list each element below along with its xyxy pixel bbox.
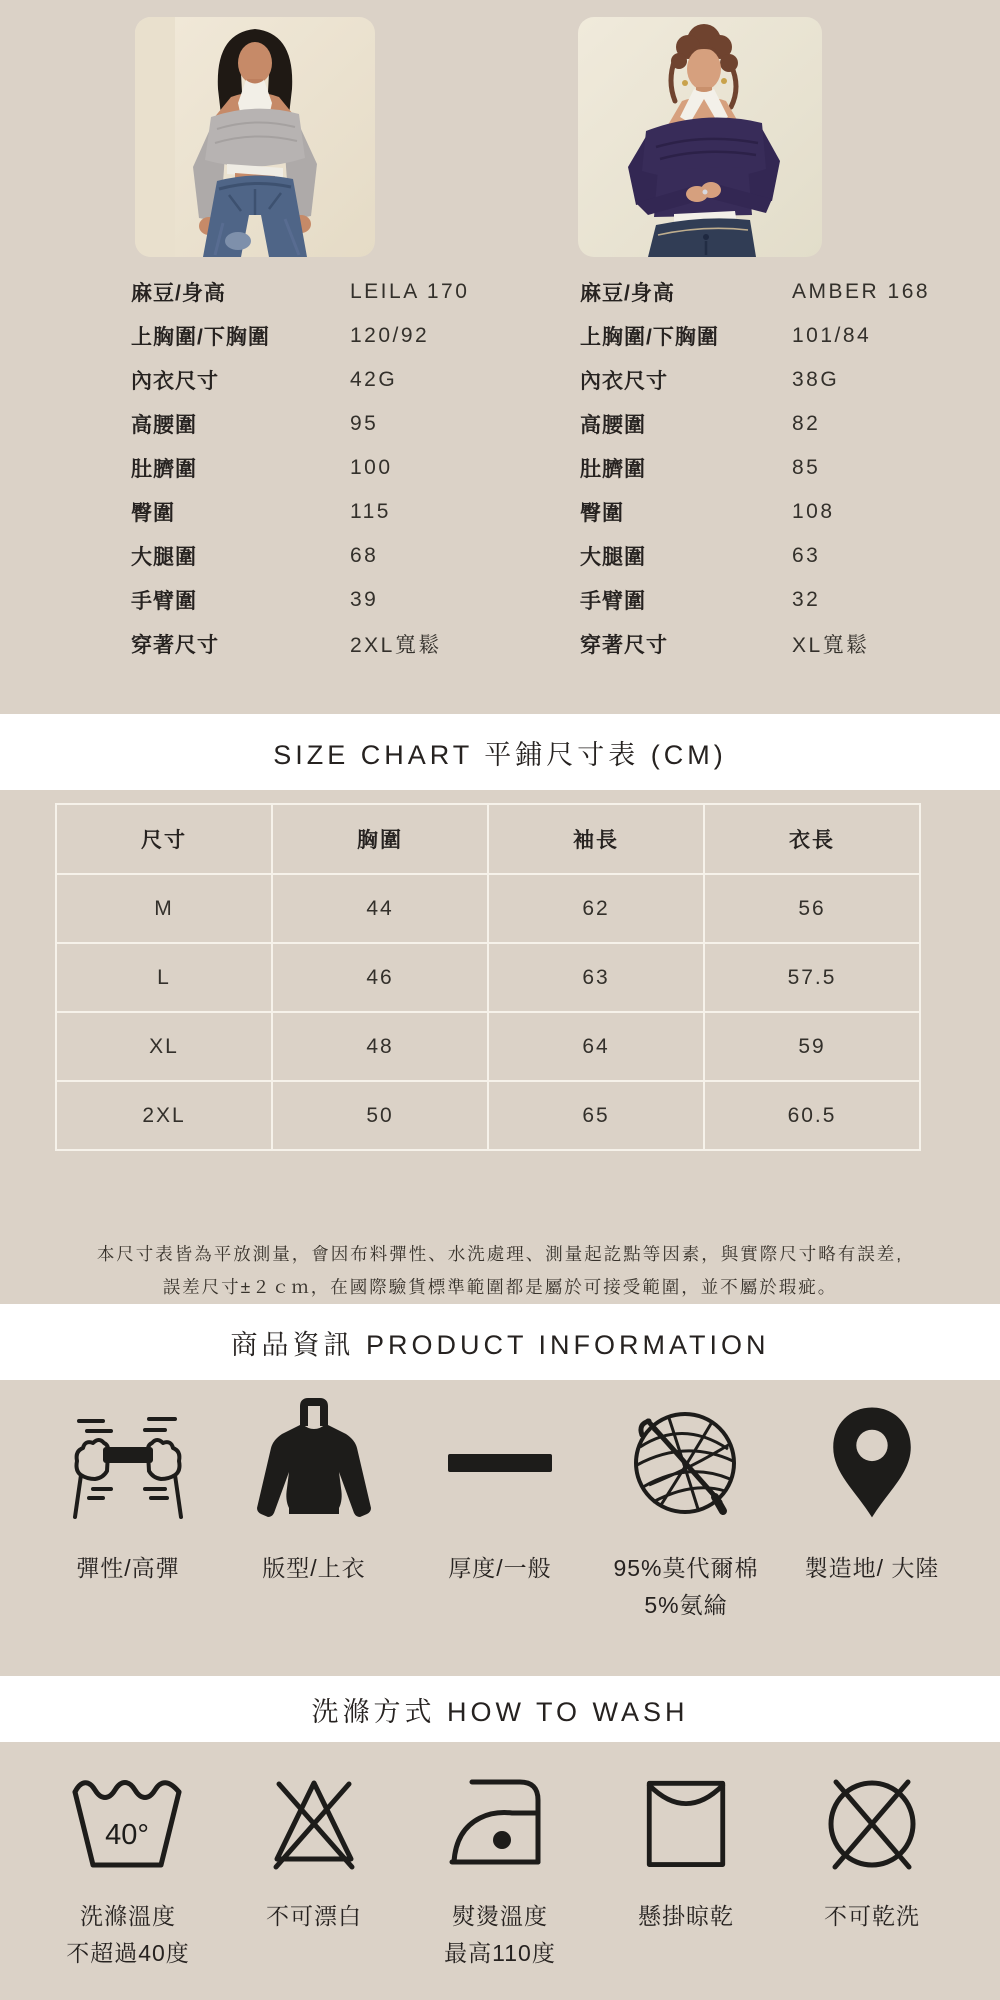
measurement-label: 肚臍圍 — [580, 458, 646, 481]
measurement-row — [580, 534, 980, 578]
wash-label: 洗滌溫度 — [80, 1903, 176, 1929]
product-info-icon-row — [35, 1396, 965, 1620]
wash-temp-text: 40° — [105, 1819, 149, 1851]
wash-item-no-dry-clean — [779, 1770, 965, 1968]
measurement-row — [131, 490, 531, 534]
hang-dry-icon — [628, 1770, 744, 1874]
product-info-item-thickness — [407, 1396, 593, 1620]
size-table-header-row — [56, 804, 920, 874]
measurement-value: LEILA 170 — [350, 280, 470, 303]
size-table-cell: 64 — [488, 1012, 704, 1081]
size-table-cell: M — [56, 874, 272, 943]
product-info-banner — [0, 1304, 1000, 1380]
measurement-row — [131, 270, 531, 314]
measurement-row — [131, 622, 531, 666]
size-table-cell: 63 — [488, 943, 704, 1012]
wash-label: 熨燙溫度 — [452, 1903, 548, 1929]
product-info-item-elasticity — [35, 1396, 221, 1620]
measurement-label: 大腿圍 — [580, 546, 646, 569]
wash-item-hang-dry — [593, 1770, 779, 1968]
size-table-cell: 46 — [272, 943, 488, 1012]
measurement-label: 手臂圍 — [580, 590, 646, 613]
size-table-cell: L — [56, 943, 272, 1012]
measurement-value: 101/84 — [792, 324, 872, 347]
measurement-value: 32 — [792, 588, 821, 611]
size-table-cell: 60.5 — [704, 1081, 920, 1150]
how-to-wash-banner-text: 洗滌方式 HOW TO WASH — [311, 1696, 689, 1727]
measurement-label: 手臂圍 — [131, 590, 197, 613]
wash-label2: 不超過40度 — [66, 1940, 190, 1966]
measurement-row — [580, 622, 980, 666]
wash-label: 不可漂白 — [266, 1903, 362, 1929]
measurement-row — [131, 314, 531, 358]
measurement-value: 100 — [350, 456, 393, 479]
size-table-header: 胸圍 — [272, 804, 488, 874]
measurement-value: 85 — [792, 456, 821, 479]
measurement-label: 內衣尺寸 — [131, 370, 219, 393]
product-info-item-cut — [221, 1396, 407, 1620]
how-to-wash-banner — [0, 1676, 1000, 1742]
measurement-row — [131, 446, 531, 490]
product-info-label: 版型/上衣 — [262, 1555, 366, 1581]
measurement-row — [580, 270, 980, 314]
measurement-label: 臀圍 — [131, 502, 175, 525]
measurement-value: 2XL寬鬆 — [350, 634, 442, 657]
size-table-row — [56, 1012, 920, 1081]
product-info-banner-text: 商品資訊 PRODUCT INFORMATION — [230, 1329, 770, 1360]
measurement-value: 42G — [350, 368, 398, 391]
wash-label: 懸掛晾乾 — [638, 1903, 734, 1929]
size-table-header: 袖長 — [488, 804, 704, 874]
measurement-value: 108 — [792, 500, 835, 523]
no-bleach-icon — [252, 1770, 376, 1874]
size-disclaimer-line1: 本尺寸表皆為平放測量，會因布料彈性、水洗處理、測量起訖點等因素，與實際尺寸略有誤差, — [96, 1244, 904, 1264]
iron-icon — [438, 1770, 562, 1874]
size-table-header: 衣長 — [704, 804, 920, 874]
size-table-cell: 59 — [704, 1012, 920, 1081]
size-table-row — [56, 943, 920, 1012]
size-table-cell: 62 — [488, 874, 704, 943]
measurement-value: 38G — [792, 368, 840, 391]
measurement-value: 63 — [792, 544, 821, 567]
size-disclaimer — [0, 1238, 1000, 1304]
wash-item-iron — [407, 1770, 593, 1968]
size-chart-banner-text: SIZE CHART 平鋪尺寸表 (CM) — [273, 739, 727, 770]
measurement-row — [131, 402, 531, 446]
measurement-row — [131, 534, 531, 578]
measurement-row — [131, 578, 531, 622]
size-table-cell: 56 — [704, 874, 920, 943]
measurements-amber — [580, 270, 980, 666]
wash-label2: 最高110度 — [444, 1940, 556, 1966]
wash-tub-icon — [64, 1770, 192, 1874]
yarn-ball-icon — [623, 1396, 749, 1528]
location-pin-icon — [812, 1396, 932, 1528]
size-table-cell: 65 — [488, 1081, 704, 1150]
thickness-bar-icon — [435, 1396, 565, 1528]
measurement-row — [580, 314, 980, 358]
size-table-cell: XL — [56, 1012, 272, 1081]
size-table-header: 尺寸 — [56, 804, 272, 874]
measurement-value: XL寬鬆 — [792, 634, 870, 657]
measurement-value: 39 — [350, 588, 379, 611]
product-info-item-origin — [779, 1396, 965, 1620]
size-table-cell: 50 — [272, 1081, 488, 1150]
model-photo-leila — [135, 17, 375, 257]
size-table-cell: 48 — [272, 1012, 488, 1081]
size-table-cell: 2XL — [56, 1081, 272, 1150]
model-leila-illustration — [135, 17, 375, 257]
product-info-label: 厚度/一般 — [448, 1555, 552, 1581]
measurement-value: 82 — [792, 412, 821, 435]
wash-item-no-bleach — [221, 1770, 407, 1968]
measurement-label: 高腰圍 — [580, 414, 646, 437]
measurement-row — [580, 358, 980, 402]
size-table-cell: 57.5 — [704, 943, 920, 1012]
measurement-row — [580, 578, 980, 622]
product-info-label: 製造地/ 大陸 — [804, 1555, 940, 1581]
measurement-label: 麻豆/身高 — [580, 282, 675, 305]
measurement-row — [580, 446, 980, 490]
measurement-label: 麻豆/身高 — [131, 282, 226, 305]
size-table-row — [56, 874, 920, 943]
measurement-label: 上胸圍/下胸圍 — [580, 326, 719, 349]
measurement-label: 內衣尺寸 — [580, 370, 668, 393]
measurement-value: 68 — [350, 544, 379, 567]
product-info-label2: 5%氨綸 — [644, 1592, 728, 1618]
measurement-label: 穿著尺寸 — [131, 634, 219, 657]
product-info-label: 95%莫代爾棉 — [613, 1555, 759, 1581]
model-photo-amber — [578, 17, 822, 257]
measurement-label: 臀圍 — [580, 502, 624, 525]
wash-icon-row — [35, 1770, 965, 1968]
measurement-row — [580, 402, 980, 446]
measurement-label: 肚臍圍 — [131, 458, 197, 481]
top-garment-icon — [252, 1396, 376, 1528]
measurement-value: 95 — [350, 412, 379, 435]
stretch-hands-icon — [53, 1396, 203, 1528]
measurement-label: 大腿圍 — [131, 546, 197, 569]
measurement-label: 高腰圍 — [131, 414, 197, 437]
no-dry-clean-icon — [810, 1770, 934, 1874]
size-table-row — [56, 1081, 920, 1150]
product-info-item-material — [593, 1396, 779, 1620]
size-table-cell: 44 — [272, 874, 488, 943]
wash-label: 不可乾洗 — [824, 1903, 920, 1929]
size-disclaimer-line2: 誤差尺寸±２ｃｍ，在國際驗貨標準範圍都是屬於可接受範圍，並不屬於瑕疵。 — [162, 1277, 838, 1297]
measurement-value: 120/92 — [350, 324, 430, 347]
measurement-value: AMBER 168 — [792, 280, 931, 303]
size-chart-banner — [0, 714, 1000, 790]
measurement-label: 穿著尺寸 — [580, 634, 668, 657]
measurement-value: 115 — [350, 500, 391, 523]
model-amber-illustration — [578, 17, 822, 257]
wash-item-temperature — [35, 1770, 221, 1968]
size-chart-table — [55, 803, 921, 1151]
measurement-label: 上胸圍/下胸圍 — [131, 326, 270, 349]
measurements-leila — [131, 270, 531, 666]
measurement-row — [131, 358, 531, 402]
measurement-row — [580, 490, 980, 534]
product-info-label: 彈性/高彈 — [76, 1555, 180, 1581]
